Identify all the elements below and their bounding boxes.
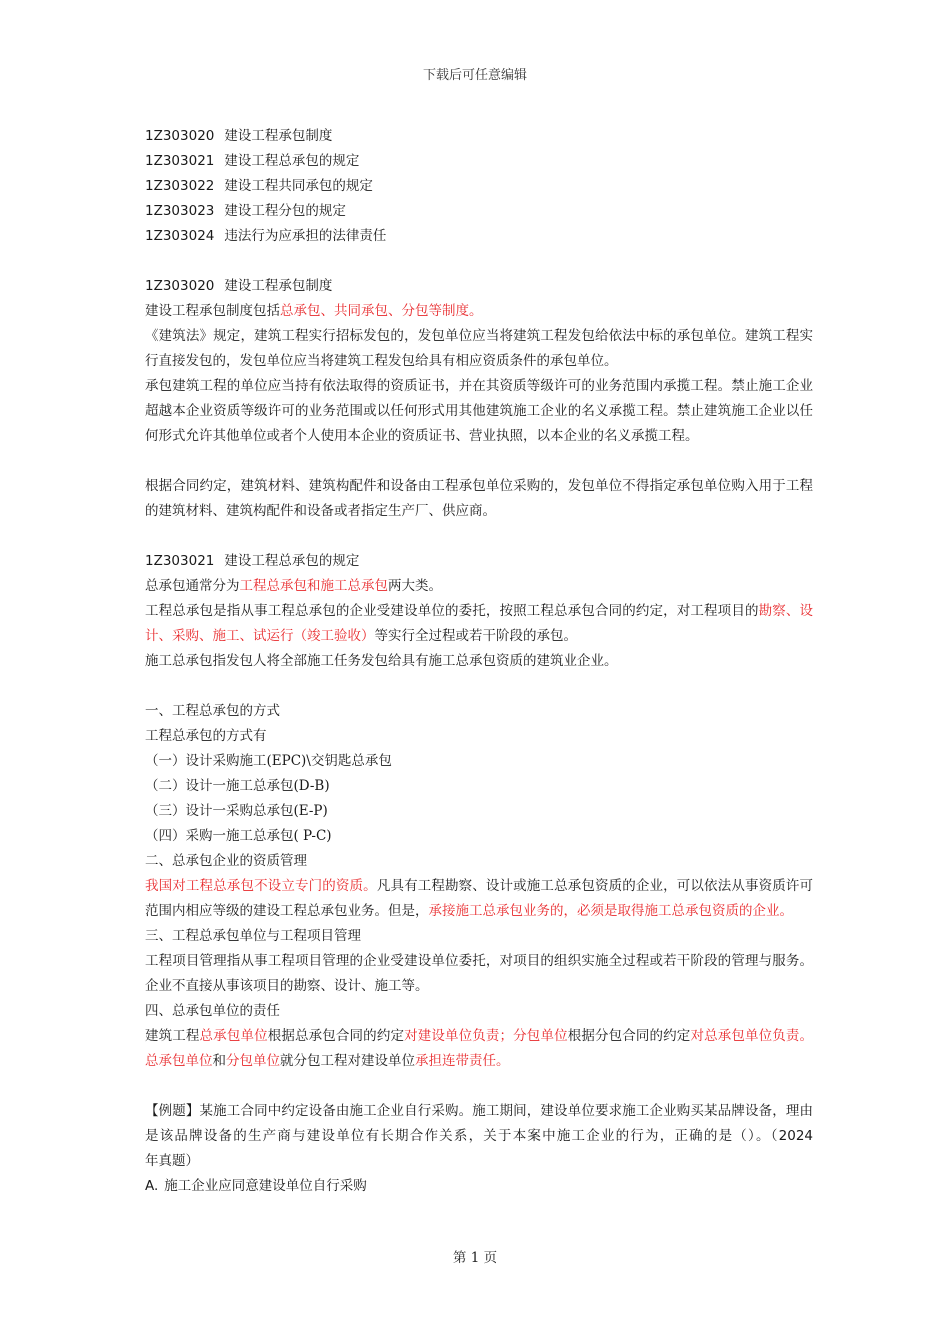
text: 年真题） [145,1153,199,1169]
paragraph [145,1024,813,1074]
toc-title: 建设工程承包制度 [224,128,333,144]
option-text: 施工企业应同意建设单位自行采购 [164,1178,367,1194]
section-title: 建设工程总承包的规定 [224,553,360,569]
toc-code: 1Z303022 [145,178,215,194]
highlight-text: 对建设单位负责；分包单位 [404,1028,568,1044]
toc-code: 1Z303023 [145,203,215,219]
toc-item [145,174,813,199]
text: 就分包工程对建设单位 [280,1053,415,1069]
subheading: 四、总承包单位的责任 [145,1003,280,1019]
list-item: （三）设计一采购总承包(E-P) [145,803,328,819]
paragraph [145,874,813,924]
paragraph: 承包建筑工程的单位应当持有依法取得的资质证书，并在其资质等级许可的业务范围内承揽工程。禁止施工企业超越本企业资质等级许可的业务范围或以任何形式用其他建筑施工企业的名义承揽工程。禁止建筑施工企业以任何形式允许其他单位或者个人使用本企业的资质证书、营业执照，以本企业的名义承揽工程。 [145,378,813,444]
paragraph [145,299,813,324]
list-item: （四）采购一施工总承包( P-C) [145,828,332,844]
page-number: 第 1 页 [452,1250,498,1266]
highlight-text: 工程总承包和施工总承包 [239,578,388,594]
toc-item [145,149,813,174]
highlight-text: 承担连带责任。 [415,1053,510,1069]
text: 根据总承包合同的约定 [267,1028,405,1044]
toc-title: 建设工程总承包的规定 [224,153,360,169]
list-item: （一）设计采购施工(EPC)\交钥匙总承包 [145,753,392,769]
highlight-text: 分包单位 [226,1053,280,1069]
toc-title: 建设工程共同承包的规定 [224,178,373,194]
text: 建设工程承包制度包括 [145,303,280,319]
section-code: 1Z303021 [145,553,215,569]
toc-item [145,224,813,249]
text: 和 [212,1053,226,1069]
toc-item [145,199,813,224]
text: 凡具有工程勘察、设计或施工总承包资质的企业，可以依法从事资质许可范围内相应等级的建设工程总承包业务。但是， [145,878,814,919]
toc-code: 1Z303021 [145,153,215,169]
subheading: 三、工程总承包单位与工程项目管理 [145,928,361,944]
text: 两大类。 [388,578,442,594]
text: ）。（ [748,1128,779,1144]
section-heading [145,549,813,574]
toc-code: 1Z303024 [145,228,215,244]
section-code: 1Z303020 [145,278,215,294]
list-item: （二）设计一施工总承包(D-B) [145,778,330,794]
option-label: A. [145,1178,159,1194]
text: 【例题】某施工合同中约定设备由施工企业自行采购。施工期间，建设单位要求施工企业购买某品牌设备，理由是该品牌设备的生产商与建设单位有长期合作关系，关于本案中施工企业的行为，正确的是（ [145,1103,813,1144]
toc-title: 建设工程分包的规定 [224,203,346,219]
highlight-text: 总承包单位 [199,1028,268,1044]
highlight-text: 勘察、设计、采购、施工、试运行（竣工验收） [145,603,814,644]
paragraph: 《建筑法》规定，建筑工程实行招标发包的，发包单位应当将建筑工程发包给依法中标的承包单位。建筑工程实行直接发包的，发包单位应当将建筑工程发包给具有相应资质条件的承包单位。 [145,328,813,369]
document-body [145,124,813,1199]
paragraph: 工程总承包的方式有 [145,728,267,744]
highlight-text: 承接施工总承包业务的，必须是取得施工总承包资质的企业。 [428,903,793,919]
option-a [145,1174,813,1199]
subheading: 二、总承包企业的资质管理 [145,853,307,869]
subheading: 一、工程总承包的方式 [145,703,280,719]
highlight-text: 我国对工程总承包不设立专门的资质。 [145,878,377,894]
toc-code: 1Z303020 [145,128,215,144]
page-header: 下载后可任意编辑 [422,68,527,83]
paragraph: 工程项目管理指从事工程项目管理的企业受建设单位委托，对项目的组织实施全过程或若干阶段的管理与服务。企业不直接从事该项目的勘察、设计、施工等。 [145,953,813,994]
paragraph [145,574,813,599]
highlight-text: 总承包、共同承包、分包等制度。 [280,303,483,319]
example-question [145,1099,813,1174]
toc-title: 违法行为应承担的法律责任 [224,228,387,244]
paragraph: 根据合同约定，建筑材料、建筑构配件和设备由工程承包单位采购的，发包单位不得指定承包单位购入用于工程的建筑材料、建筑构配件和设备或者指定生产厂、供应商。 [145,478,813,519]
text: 总承包通常分为 [145,578,240,594]
table-of-contents [145,124,813,249]
paragraph: 施工总承包指发包人将全部施工任务发包给具有施工总承包资质的建筑业企业。 [145,653,618,669]
text: 建筑工程 [145,1028,200,1044]
paragraph [145,599,813,649]
toc-item [145,124,813,149]
highlight-text: 对总承包单位负责。总承包单位 [145,1028,814,1069]
section-title: 建设工程承包制度 [224,278,333,294]
text: 等实行全过程或若干阶段的承包。 [374,628,577,644]
text: 根据分包合同的约定 [567,1028,691,1044]
text: 工程总承包是指从事工程总承包的企业受建设单位的委托，按照工程总承包合同的约定，对工程项目的 [145,603,759,619]
section-heading [145,274,813,299]
year: 2024 [778,1128,814,1144]
